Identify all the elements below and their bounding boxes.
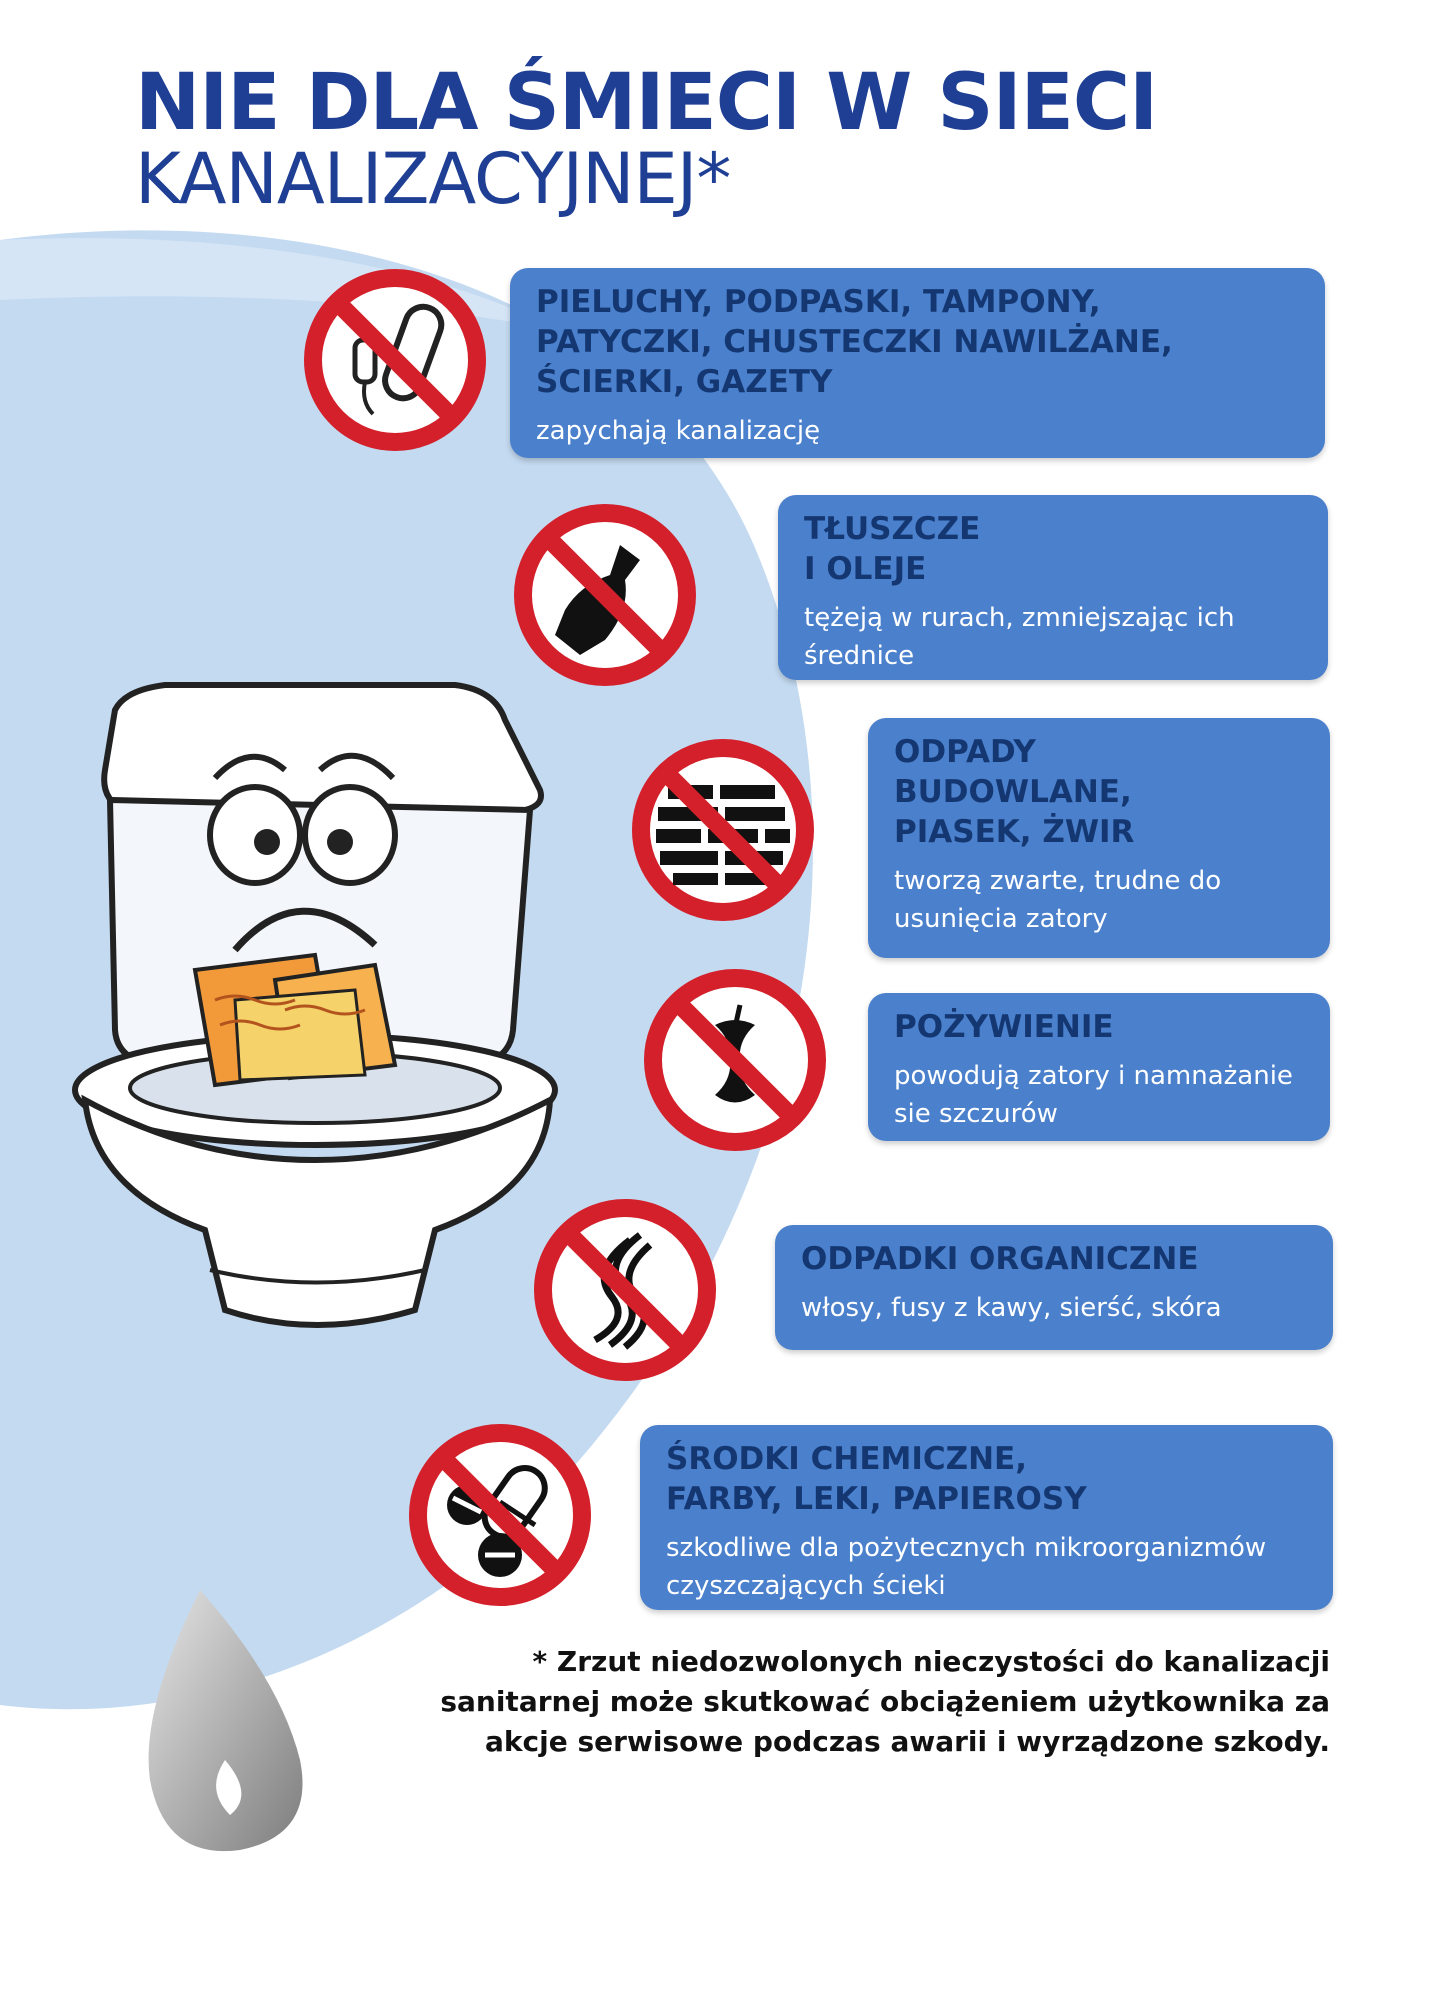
item-heading: ODPADKI ORGANICZNE [801, 1241, 1199, 1277]
hair-icon [530, 1195, 720, 1385]
footnote: * Zrzut niedozwolonych nieczystości do kanalizacji sanitarnej może skutkować obciążeniem użytkownika za akcje serwisowe podczas awarii i wyrządzone szkody. [440, 1645, 1330, 1758]
brick-wall-icon [628, 735, 818, 925]
item-heading: TŁUSZCZE I OLEJE [804, 511, 981, 587]
item-description: powodują zatory i namnażanie sie szczurów [894, 1061, 1293, 1129]
pills-icon [405, 1420, 595, 1610]
item-heading: PIELUCHY, PODPASKI, TAMPONY, PATYCZKI, CHUSTECZKI NAWILŻANE, ŚCIERKI, GAZETY [536, 284, 1173, 400]
item-heading: POŻYWIENIE [894, 1009, 1114, 1045]
apple-core-icon [640, 965, 830, 1155]
item-card-6 [640, 1425, 1333, 1610]
item-description: szkodliwe dla pożytecznych mikroorganizmów czyszczających ścieki [666, 1533, 1267, 1601]
item-description: włosy, fusy z kawy, sierść, skóra [801, 1293, 1222, 1323]
item-heading: ŚRODKI CHEMICZNE, FARBY, LEKI, PAPIEROSY [666, 1441, 1087, 1517]
item-card-1 [510, 268, 1325, 458]
page-title: NIE DLA ŚMIECI W SIECI [135, 58, 1158, 148]
tampon-pad-icon [300, 265, 490, 455]
item-card-3 [868, 718, 1330, 958]
item-description: tężeją w rurach, zmniejszając ich średnice [804, 603, 1235, 671]
item-description: zapychają kanalizację [536, 416, 821, 446]
item-heading: ODPADY BUDOWLANE, PIASEK, ŻWIR [894, 734, 1135, 850]
item-card-5 [775, 1225, 1333, 1350]
item-description: tworzą zwarte, trudne do usunięcia zatory [894, 866, 1222, 934]
item-card-4 [868, 993, 1330, 1141]
item-card-2 [778, 495, 1328, 680]
bottle-icon [510, 500, 700, 690]
page-subtitle: KANALIZACYJNEJ* [135, 138, 731, 220]
water-drop-icon [130, 1590, 320, 1870]
toilet-illustration [55, 670, 575, 1350]
